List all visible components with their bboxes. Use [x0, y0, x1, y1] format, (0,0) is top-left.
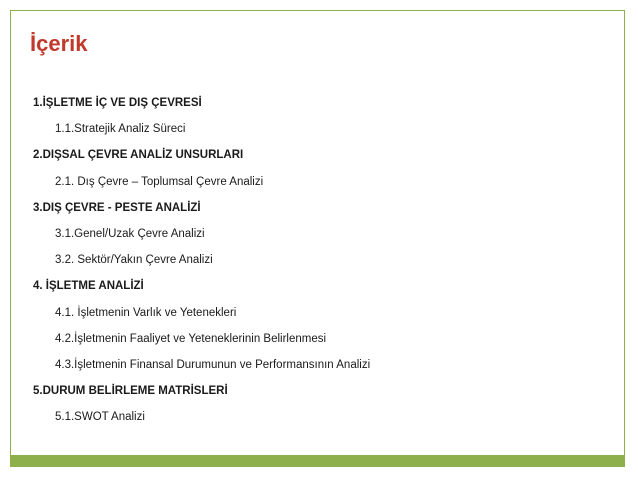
toc-subsection-2-1: 2.1. Dış Çevre – Toplumsal Çevre Analizi	[55, 175, 264, 188]
toc-subsection-3-1: 3.1.Genel/Uzak Çevre Analizi	[55, 227, 205, 240]
toc-subsection-5-1: 5.1.SWOT Analizi	[55, 411, 145, 424]
bottom-accent-bar	[10, 455, 625, 467]
toc-section-1: 1.İŞLETME İÇ VE DIŞ ÇEVRESİ	[33, 97, 202, 109]
toc-subsection-4-1: 4.1. İşletmenin Varlık ve Yetenekleri	[55, 306, 237, 319]
toc-section-2: 2.DIŞSAL ÇEVRE ANALİZ UNSURLARI	[33, 149, 244, 162]
toc-subsection-4-3: 4.3.İşletmenin Finansal Durumunun ve Performansının Analizi	[55, 358, 371, 371]
toc-subsection-3-2: 3.2. Sektör/Yakın Çevre Analizi	[55, 254, 213, 267]
page-title: İçerik	[30, 31, 88, 56]
toc-subsection-4-2: 4.2.İşletmenin Faaliyet ve Yeteneklerinin Belirlenmesi	[55, 332, 327, 345]
toc-section-4: 4. İŞLETME ANALİZİ	[33, 280, 144, 293]
table-of-contents	[33, 90, 370, 430]
toc-subsection-1-1: 1.1.Stratejik Analiz Süreci	[55, 123, 186, 136]
toc-section-3: 3.DIŞ ÇEVRE - PESTE ANALİZİ	[33, 201, 201, 214]
toc-section-5: 5.DURUM BELİRLEME MATRİSLERİ	[33, 385, 228, 398]
